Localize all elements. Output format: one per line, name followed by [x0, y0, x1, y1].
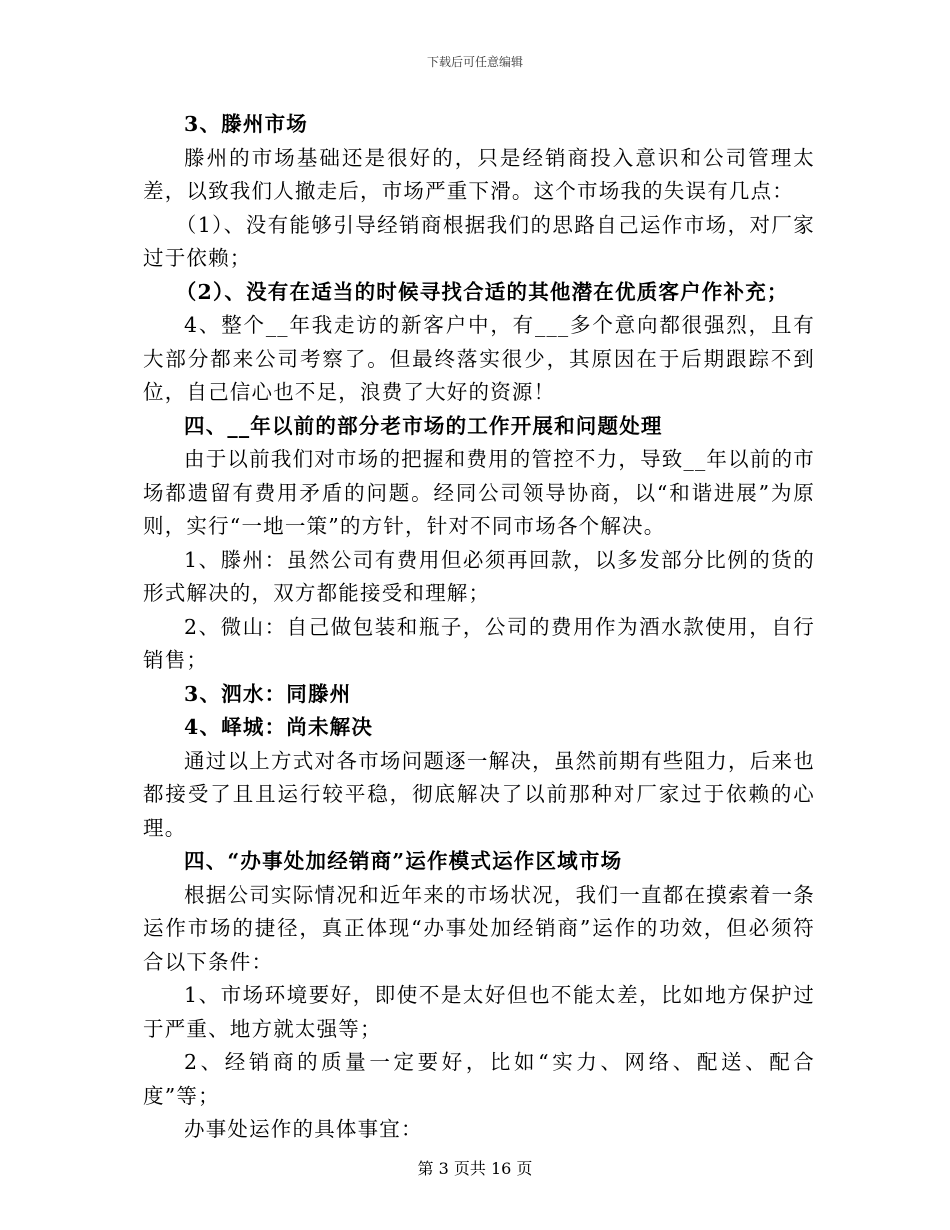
list-item: （2）、没有在适当的时候寻找合适的其他潜在优质客户作补充； — [175, 279, 789, 304]
paragraph: 根据公司实际情况和近年来的市场状况，我们一直都在摸索着一条运作市场的捷径，真正体现“办事处加经销商”运作的功效，但必须符合以下条件： — [143, 882, 815, 974]
section-heading: 四、“办事处加经销商”运作模式运作区域市场 — [184, 849, 623, 873]
list-item: 2、微山：自己做包装和瓶子，公司的费用作为酒水款使用，自行销售； — [143, 614, 815, 672]
paragraph: 由于以前我们对市场的把握和费用的管控不力，导致__年以前的市场都遗留有费用矛盾的问题。经同公司领导协商，以“和谐进展”为原则，实行“一地一策”的方针，针对不同市场各个解决。 — [143, 447, 815, 538]
paragraph: 4、整个__年我走访的新客户中，有___多个意向都很强烈，且有大部分都来公司考察了。但最终落实很少，其原因在于后期跟踪不到位，自己信心也不足，浪费了大好的资源！ — [143, 313, 815, 404]
page-footer: 第 3 页共 16 页 — [417, 1159, 533, 1178]
section-heading: 3、滕州市场 — [184, 112, 308, 136]
paragraph: 通过以上方式对各市场问题逐一解决，虽然前期有些阻力，后来也都接受了且且运行较平稳，彻底解决了以前那种对厂家过于依赖的心理。 — [143, 748, 815, 840]
list-item: （1）、没有能够引导经销商根据我们的思路自己运作市场，对厂家过于依赖； — [143, 212, 815, 270]
paragraph: 滕州的市场基础还是很好的，只是经销商投入意识和公司管理太差，以致我们人撤走后，市场严重下滑。这个市场我的失误有几点： — [143, 145, 815, 203]
document-body — [143, 108, 815, 1147]
page-header: 下载后可任意编辑 — [426, 55, 523, 69]
paragraph: 办事处运作的具体事宜： — [184, 1117, 423, 1141]
list-item: 3、泗水：同滕州 — [184, 681, 352, 706]
list-item: 2、经销商的质量一定要好，比如“实力、网络、配送、配合度”等； — [143, 1050, 815, 1108]
list-item: 1、滕州：虽然公司有费用但必须再回款，以多发部分比例的货的形式解决的，双方都能接受和理解； — [143, 547, 815, 605]
section-heading: 四、__年以前的部分老市场的工作开展和问题处理 — [184, 413, 663, 438]
list-item: 1、市场环境要好，即使不是太好但也不能太差，比如地方保护过于严重、地方就太强等； — [143, 983, 815, 1041]
list-item: 4、峄城：尚未解决 — [184, 715, 374, 739]
